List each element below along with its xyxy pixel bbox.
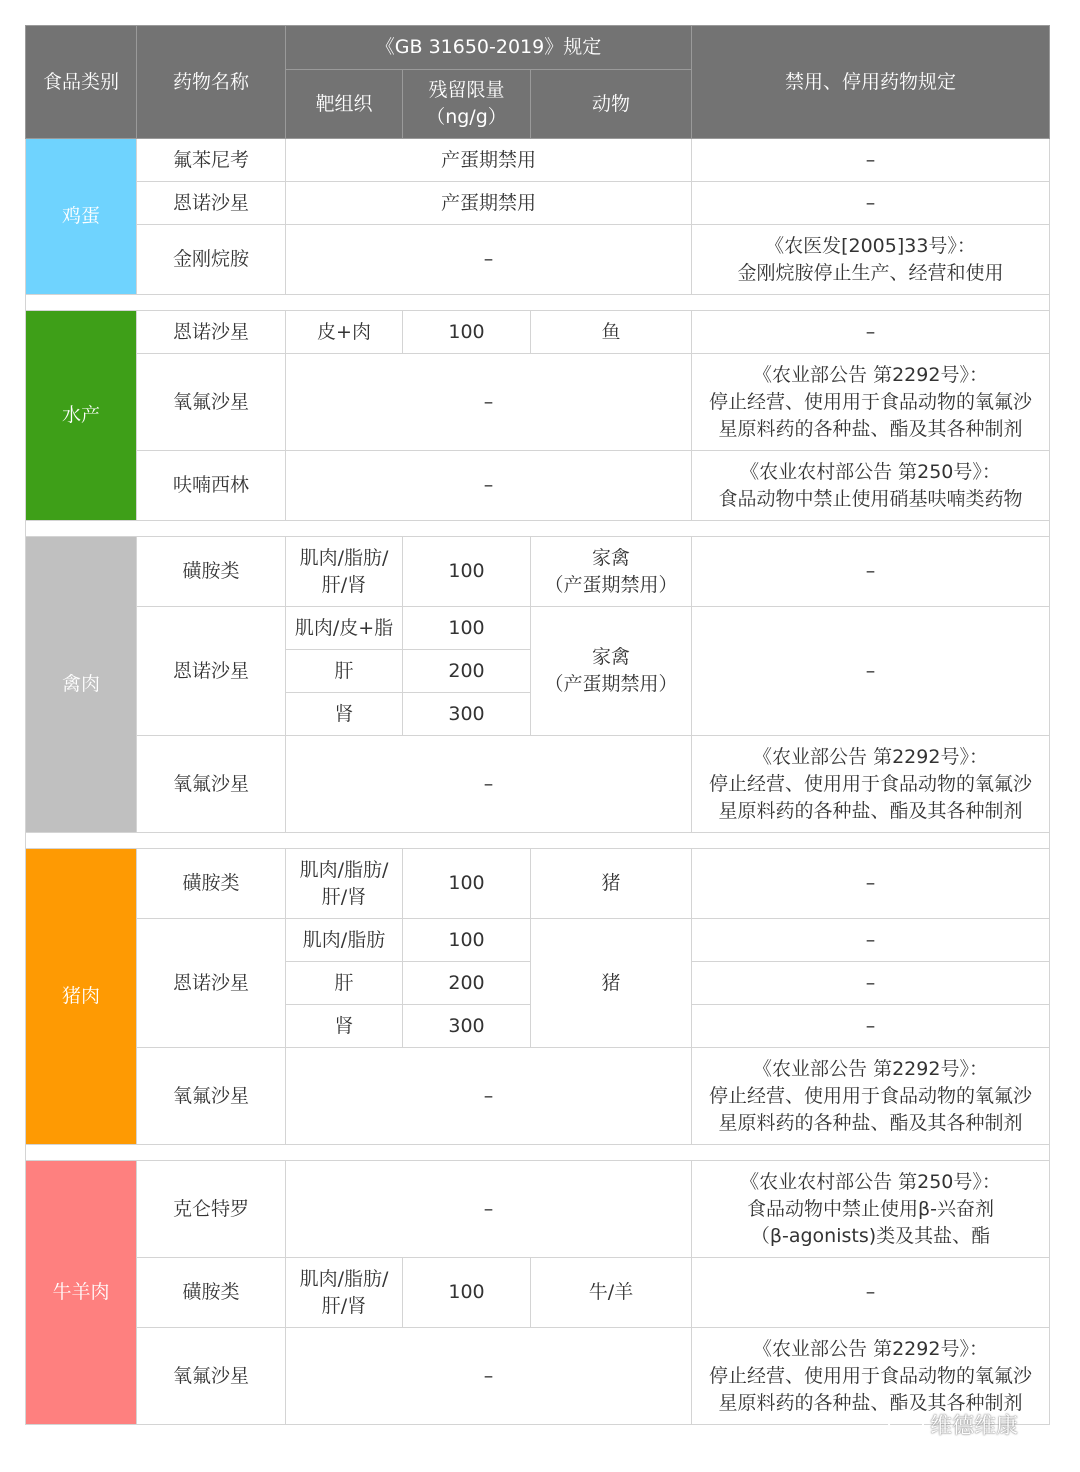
target-tissue: 皮+肉 xyxy=(286,311,403,354)
mrl-value: 200 xyxy=(403,962,531,1005)
header-food-category: 食品类别 xyxy=(26,26,137,139)
gb-rule: – xyxy=(286,225,692,295)
table-row xyxy=(26,1258,1050,1328)
ban-rule: – xyxy=(692,1258,1050,1328)
drug-name: 恩诺沙星 xyxy=(137,311,286,354)
group-separator xyxy=(26,833,1050,849)
table-row xyxy=(26,139,1050,182)
target-tissue: 肌肉/脂肪 xyxy=(286,919,403,962)
animal: 鱼 xyxy=(531,311,692,354)
table-row xyxy=(26,182,1050,225)
header-mrl: 残留限量 （ng/g） xyxy=(403,70,531,139)
category-beef-mutton: 牛羊肉 xyxy=(26,1161,137,1425)
drug-name: 克仑特罗 xyxy=(137,1161,286,1258)
drug-name: 金刚烷胺 xyxy=(137,225,286,295)
category-egg: 鸡蛋 xyxy=(26,139,137,295)
drug-residue-table xyxy=(25,25,1050,1425)
ban-rule: – xyxy=(692,919,1050,962)
table-row xyxy=(26,736,1050,833)
ban-rule: – xyxy=(692,607,1050,736)
header-ban-rule: 禁用、停用药物规定 xyxy=(692,26,1050,139)
table-header xyxy=(26,26,1050,139)
animal: 猪 xyxy=(531,849,692,919)
group-separator xyxy=(26,1145,1050,1161)
drug-name: 氧氟沙星 xyxy=(137,354,286,451)
watermark xyxy=(888,1406,1018,1442)
drug-name: 磺胺类 xyxy=(137,849,286,919)
header-drug-name: 药物名称 xyxy=(137,26,286,139)
category-pork: 猪肉 xyxy=(26,849,137,1145)
ban-rule: 《农业部公告 第2292号》： 停止经营、使用用于食品动物的氧氟沙 星原料药的各种盐、酯及其各种制剂 xyxy=(692,1328,1050,1425)
ban-rule: – xyxy=(692,182,1050,225)
gb-rule: – xyxy=(286,1048,692,1145)
gb-rule: – xyxy=(286,451,692,521)
gb-rule: – xyxy=(286,1328,692,1425)
group-separator xyxy=(26,295,1050,311)
target-tissue: 肝 xyxy=(286,962,403,1005)
mrl-value: 100 xyxy=(403,607,531,650)
header-animal: 动物 xyxy=(531,70,692,139)
header-gb-standard: 《GB 31650-2019》规定 xyxy=(286,26,692,70)
ban-rule: – xyxy=(692,139,1050,182)
ban-rule: 《农业农村部公告 第250号》： 食品动物中禁止使用硝基呋喃类药物 xyxy=(692,451,1050,521)
mrl-value: 100 xyxy=(403,919,531,962)
table-row xyxy=(26,354,1050,451)
ban-rule: – xyxy=(692,1005,1050,1048)
animal: 家禽 （产蛋期禁用） xyxy=(531,607,692,736)
gb-rule: – xyxy=(286,1161,692,1258)
table-row xyxy=(26,225,1050,295)
group-separator xyxy=(26,521,1050,537)
wechat-icon xyxy=(888,1409,924,1439)
target-tissue: 肌肉/脂肪/ 肝/肾 xyxy=(286,849,403,919)
ban-rule: 《农业部公告 第2292号》： 停止经营、使用用于食品动物的氧氟沙 星原料药的各种盐、酯及其各种制剂 xyxy=(692,736,1050,833)
table-row xyxy=(26,1161,1050,1258)
drug-name: 恩诺沙星 xyxy=(137,182,286,225)
animal: 家禽 （产蛋期禁用） xyxy=(531,537,692,607)
mrl-value: 100 xyxy=(403,1258,531,1328)
ban-rule: – xyxy=(692,962,1050,1005)
mrl-value: 100 xyxy=(403,849,531,919)
gb-rule: 产蛋期禁用 xyxy=(286,182,692,225)
mrl-value: 200 xyxy=(403,650,531,693)
table-row xyxy=(26,849,1050,919)
table-row xyxy=(26,311,1050,354)
watermark-text: 维德维康 xyxy=(930,1413,1019,1439)
header-target-tissue: 靶组织 xyxy=(286,70,403,139)
animal: 猪 xyxy=(531,919,692,1048)
gb-rule: 产蛋期禁用 xyxy=(286,139,692,182)
drug-name: 氧氟沙星 xyxy=(137,736,286,833)
drug-name: 恩诺沙星 xyxy=(137,919,286,1048)
category-poultry: 禽肉 xyxy=(26,537,137,833)
drug-name: 磺胺类 xyxy=(137,537,286,607)
ban-rule: 《农业农村部公告 第250号》： 食品动物中禁止使用β-兴奋剂 （β-agonists)类及其盐、酯 xyxy=(692,1161,1050,1258)
drug-name: 氟苯尼考 xyxy=(137,139,286,182)
mrl-value: 300 xyxy=(403,1005,531,1048)
table-row xyxy=(26,919,1050,962)
category-aquatic: 水产 xyxy=(26,311,137,521)
target-tissue: 肾 xyxy=(286,1005,403,1048)
drug-name: 氧氟沙星 xyxy=(137,1048,286,1145)
gb-rule: – xyxy=(286,736,692,833)
animal: 牛/羊 xyxy=(531,1258,692,1328)
target-tissue: 肌肉/脂肪/ 肝/肾 xyxy=(286,537,403,607)
table-row xyxy=(26,451,1050,521)
target-tissue: 肌肉/皮+脂 xyxy=(286,607,403,650)
ban-rule: 《农业部公告 第2292号》： 停止经营、使用用于食品动物的氧氟沙 星原料药的各种盐、酯及其各种制剂 xyxy=(692,1048,1050,1145)
table-row xyxy=(26,1048,1050,1145)
ban-rule: 《农业部公告 第2292号》： 停止经营、使用用于食品动物的氧氟沙 星原料药的各种盐、酯及其各种制剂 xyxy=(692,354,1050,451)
ban-rule: – xyxy=(692,849,1050,919)
target-tissue: 肾 xyxy=(286,693,403,736)
table-row xyxy=(26,607,1050,650)
drug-name: 恩诺沙星 xyxy=(137,607,286,736)
target-tissue: 肌肉/脂肪/ 肝/肾 xyxy=(286,1258,403,1328)
table-row xyxy=(26,537,1050,607)
gb-rule: – xyxy=(286,354,692,451)
drug-name: 呋喃西林 xyxy=(137,451,286,521)
mrl-value: 300 xyxy=(403,693,531,736)
drug-name: 氧氟沙星 xyxy=(137,1328,286,1425)
mrl-value: 100 xyxy=(403,537,531,607)
mrl-value: 100 xyxy=(403,311,531,354)
drug-name: 磺胺类 xyxy=(137,1258,286,1328)
target-tissue: 肝 xyxy=(286,650,403,693)
ban-rule: – xyxy=(692,311,1050,354)
ban-rule: – xyxy=(692,537,1050,607)
ban-rule: 《农医发[2005]33号》： 金刚烷胺停止生产、经营和使用 xyxy=(692,225,1050,295)
